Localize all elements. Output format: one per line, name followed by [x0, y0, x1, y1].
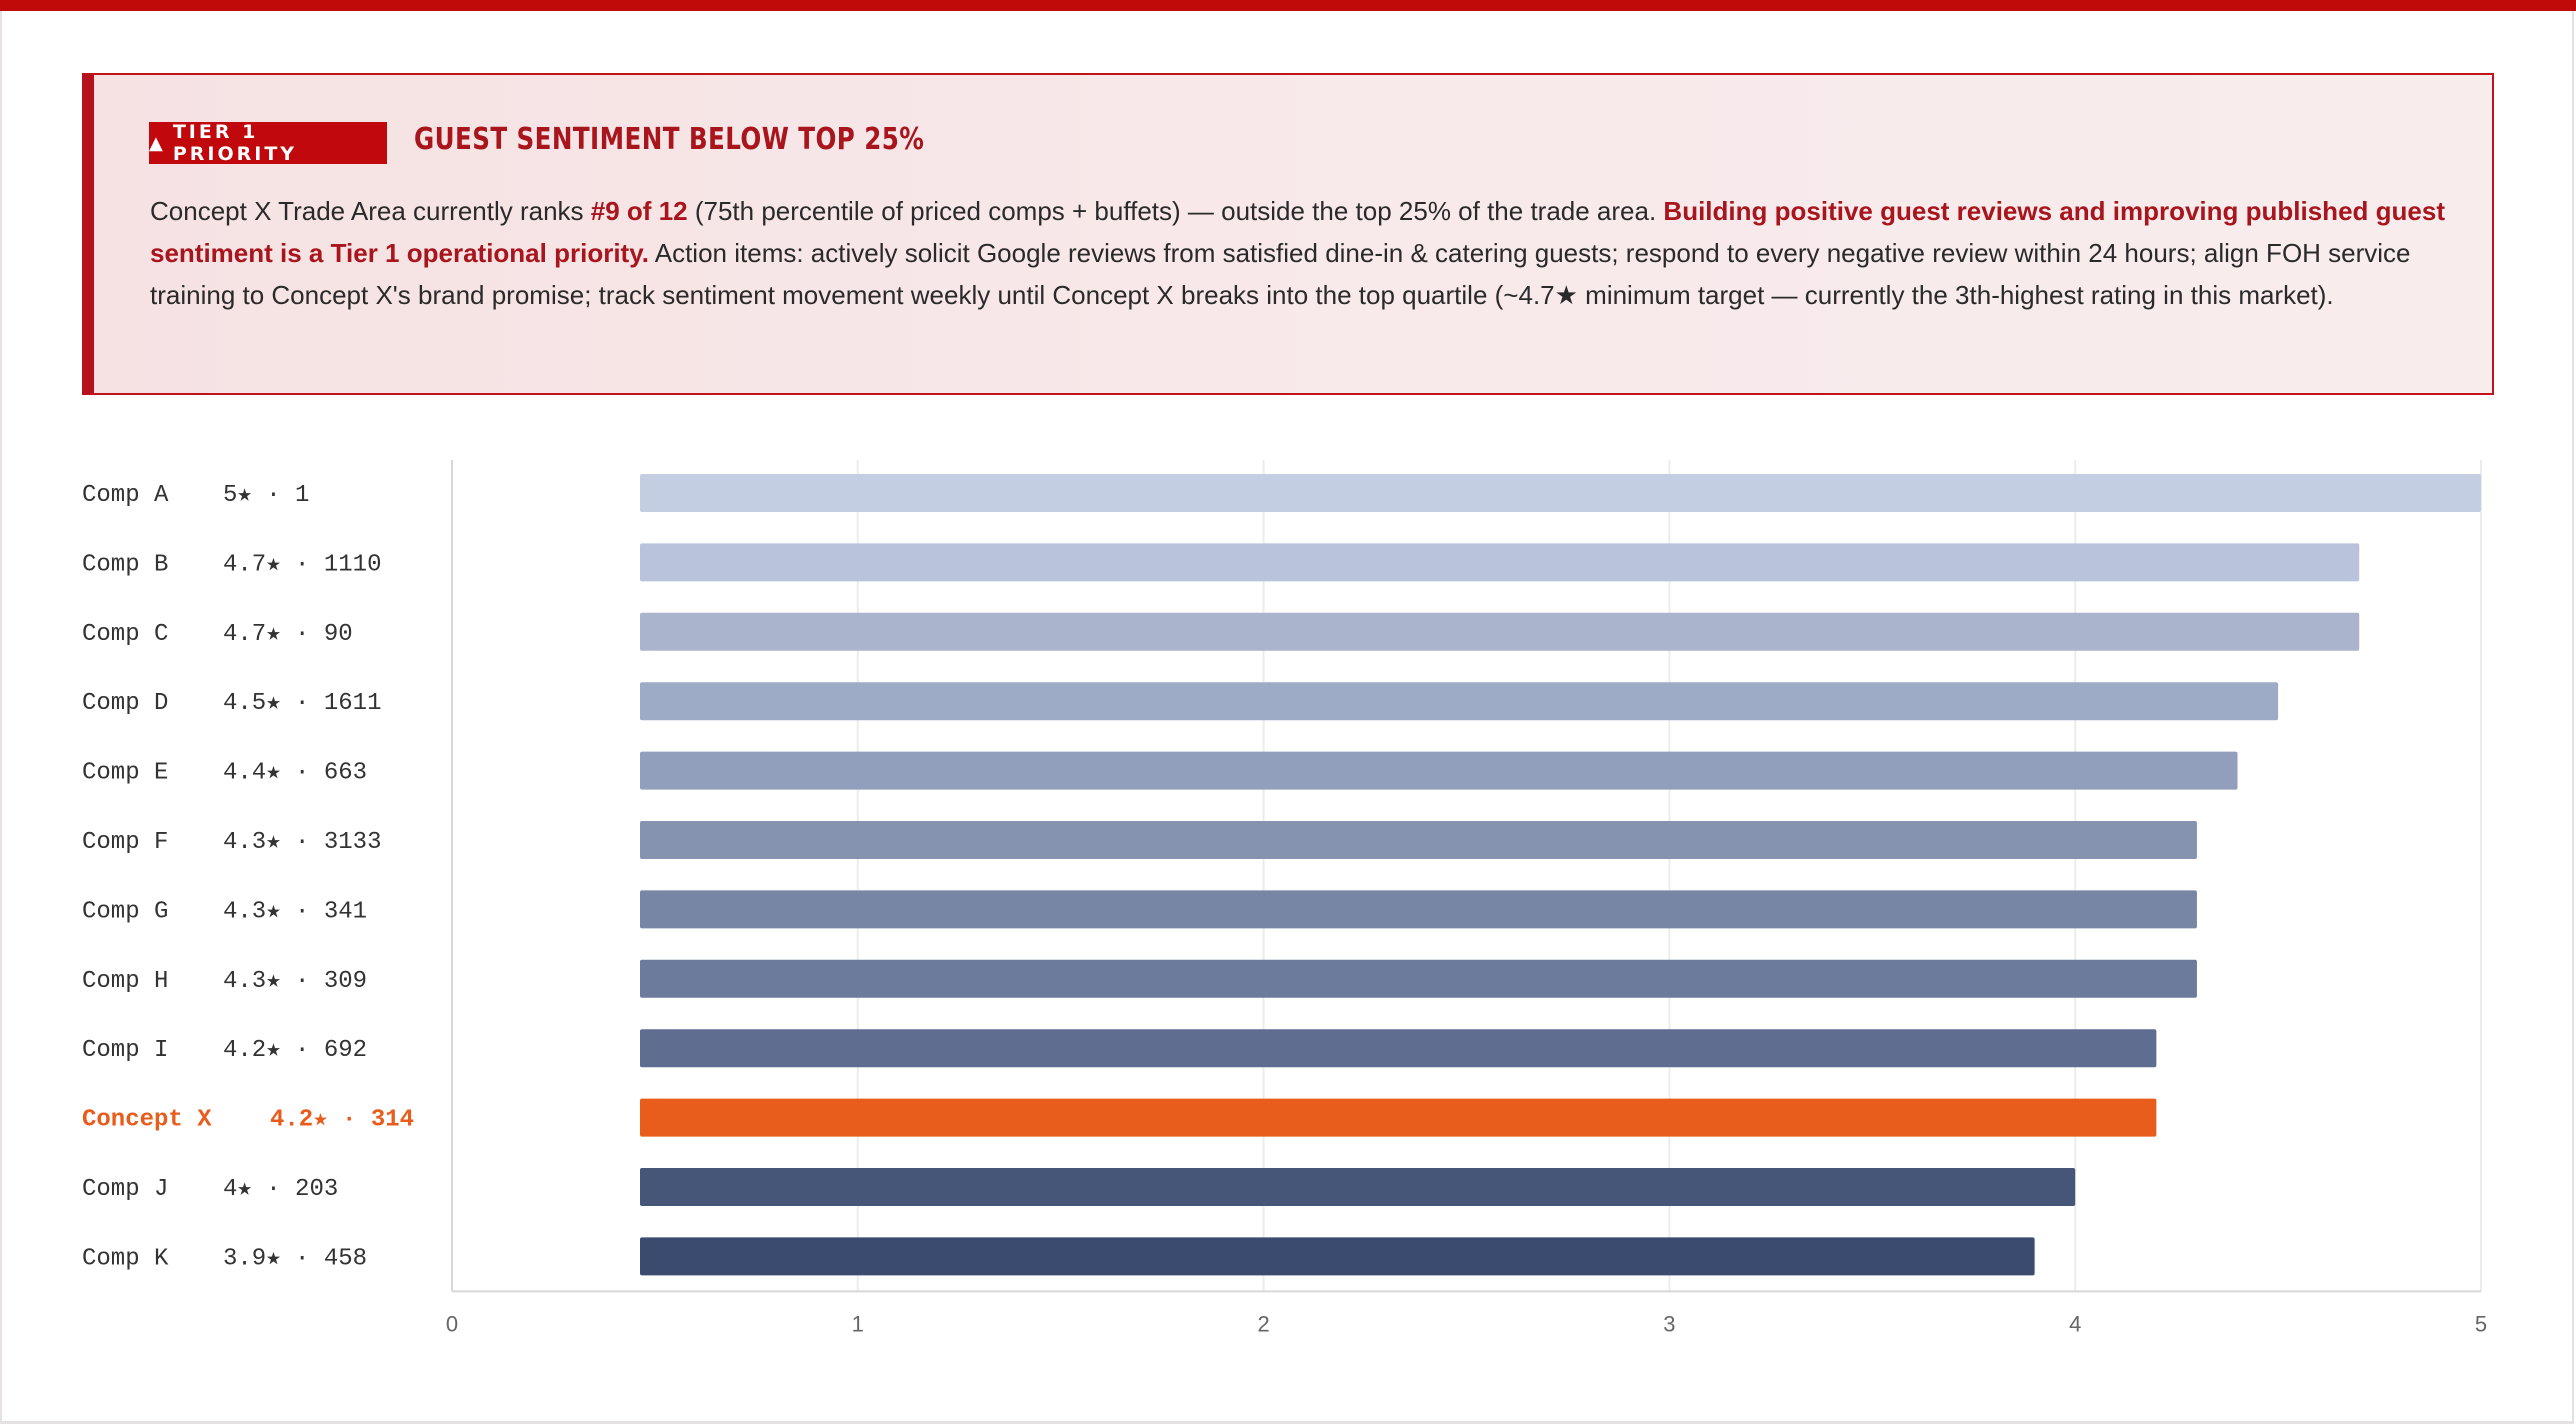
category-label: Comp A [82, 482, 169, 509]
bar-comp-b [640, 543, 2359, 581]
bar-comp-e [640, 752, 2238, 790]
rating-label: 4.7★ · 90 [223, 620, 353, 648]
x-tick-label: 5 [2474, 1311, 2488, 1337]
category-label: Comp C [82, 620, 169, 648]
callout-body-text-2: (75th percentile of priced comps + buffets) — outside the top 25% of the trade area. [687, 196, 1664, 226]
category-label: Comp B [82, 551, 169, 579]
bar-comp-g [640, 890, 2197, 928]
rating-label: 4.3★ · 341 [223, 898, 368, 926]
rating-label: 4.4★ · 663 [223, 759, 368, 787]
x-tick-label: 3 [1663, 1311, 1676, 1337]
callout-body [150, 190, 2490, 316]
x-tick-label: 0 [445, 1311, 459, 1337]
x-tick-label: 2 [1257, 1311, 1270, 1337]
category-label: Concept X [82, 1106, 212, 1134]
category-label: Comp G [82, 898, 169, 926]
rating-label: 4.2★ · 314 [270, 1106, 415, 1134]
callout-title: GUEST SENTIMENT BELOW TOP 25% [414, 121, 925, 157]
callout-body-text-1: Concept X Trade Area currently ranks [150, 196, 591, 226]
category-label: Comp H [82, 967, 169, 995]
category-label: Comp D [82, 690, 169, 718]
category-label: Comp J [82, 1176, 169, 1203]
tier-badge-label: TIER 1 PRIORITY [172, 121, 298, 165]
tier-badge [149, 122, 387, 164]
priority-callout [82, 73, 2494, 395]
bar-comp-k [640, 1237, 2035, 1275]
rating-label: 4★ · 203 [223, 1176, 339, 1203]
rating-label: 4.5★ · 1611 [223, 690, 382, 718]
bar-comp-c [640, 613, 2359, 651]
category-label: Comp E [82, 759, 169, 787]
top-accent-bar [0, 0, 2576, 11]
ratings-chart [0, 450, 2576, 1350]
callout-emphasis: Building positive guest reviews and improving published guest sentiment is a Tier 1 operational priority. [150, 196, 2445, 268]
warning-triangle-icon: ▲ [149, 132, 163, 154]
bar-comp-a [640, 474, 2481, 512]
category-label: Comp I [82, 1037, 169, 1065]
bar-comp-j [640, 1168, 2075, 1206]
rating-label: 4.3★ · 3133 [223, 829, 382, 856]
category-label: Comp F [82, 829, 169, 856]
x-tick-label: 1 [851, 1311, 864, 1337]
bar-comp-d [640, 682, 2278, 720]
bar-comp-h [640, 960, 2197, 998]
callout-body-text-3: Action items: actively solicit Google reviews from satisfied dine-in & catering guests; respond to every negative review within 24 hours; align FOH service training to Concept X's brand promise; track sentiment movement weekly until Concept X breaks into the top quartile (~4.7★ minimum target — currently the 3th-highest rating in this market). [150, 238, 2411, 310]
category-label: Comp K [82, 1245, 169, 1273]
bar-comp-i [640, 1029, 2156, 1067]
rating-label: 5★ · 1 [223, 482, 310, 509]
rating-label: 4.3★ · 309 [223, 967, 368, 995]
rating-label: 4.7★ · 1110 [223, 551, 382, 579]
rating-label: 4.2★ · 692 [223, 1037, 368, 1065]
callout-rank: #9 of 12 [590, 196, 688, 226]
bar-comp-f [640, 821, 2197, 859]
rating-label: 3.9★ · 458 [223, 1245, 368, 1273]
bar-concept-x [640, 1099, 2156, 1137]
ratings-bar-chart [0, 450, 2576, 1350]
x-tick-label: 4 [2069, 1311, 2082, 1337]
